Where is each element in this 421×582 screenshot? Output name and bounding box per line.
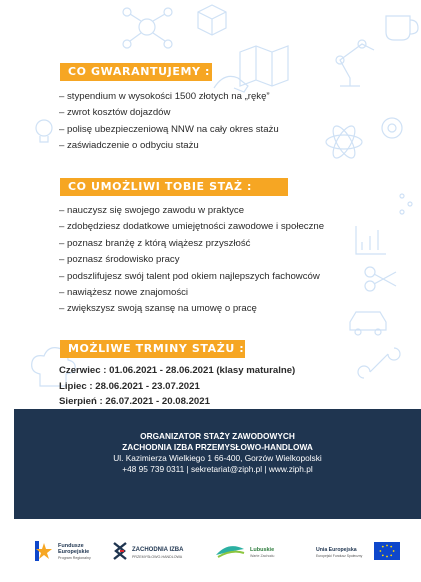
logo-fundusze-europejskie xyxy=(34,539,104,561)
section-title-guarantee: CO GWARANTUJEMY : xyxy=(60,63,212,81)
logo-unia-europejska xyxy=(314,539,402,561)
dots-decoration xyxy=(400,194,412,214)
ziph-line1: ZACHODNIA IZBA xyxy=(132,547,184,553)
guarantee-list xyxy=(59,89,279,155)
bulb-icon xyxy=(36,120,52,142)
term-june: Czerwiec : 01.06.2021 - 28.06.2021 (klasy maturalne) xyxy=(59,365,296,376)
list-item: – poznasz branżę z którą wiążesz przyszłość xyxy=(59,237,251,249)
ziph-mark-icon xyxy=(112,539,198,563)
term-august: Sierpień : 26.07.2021 - 20.08.2021 xyxy=(59,396,210,407)
list-item: – nawiążesz nowe znajomości xyxy=(59,287,189,299)
atom-icon xyxy=(326,123,362,161)
list-item: – stypendium w wysokości 1500 złotych na „rękę” xyxy=(59,91,270,102)
lubuskie-wave-icon xyxy=(214,539,294,563)
lubuskie-line1: Lubuskie xyxy=(250,547,275,553)
wrench-icon xyxy=(358,348,400,378)
robot-arm-icon xyxy=(336,40,374,86)
term-july: Lipiec : 28.06.2021 - 23.07.2021 xyxy=(59,380,200,392)
fe-line3: Program Regionalny xyxy=(58,556,91,560)
eu-flag-icon xyxy=(314,539,402,563)
organizer-title: ORGANIZATOR STAŻY ZAWODOWYCH xyxy=(140,431,295,441)
lubuskie-line2: Warte Zachodu xyxy=(250,554,275,558)
list-item: – poznasz środowisko pracy xyxy=(59,254,180,266)
section-title-benefits: CO UMOŻLIWI TOBIE STAŻ : xyxy=(60,178,288,196)
flyer-page xyxy=(14,0,421,582)
chart-icon xyxy=(356,226,386,254)
organizer-address: Ul. Kazimierza Wielkiego 1 66-400, Gorzów Wielkopolski xyxy=(113,453,322,463)
fe-star-icon xyxy=(34,539,104,563)
organizer-footer xyxy=(14,409,421,519)
logo-lubuskie xyxy=(214,539,294,561)
map-icon xyxy=(240,46,288,86)
scissors-icon xyxy=(365,267,396,291)
logo-ziph xyxy=(112,539,198,561)
ziph-line2: PRZEMYSŁOWO-HANDLOWA xyxy=(132,555,183,559)
cup-icon xyxy=(386,16,418,40)
gear-icon xyxy=(382,118,402,138)
logos-bar xyxy=(14,520,421,582)
fe-line1: Fundusze xyxy=(58,543,84,549)
cube-icon xyxy=(198,5,226,35)
fe-line2: Europejskie xyxy=(58,549,90,555)
list-item: – zdobędziesz dodatkowe umiejętności zawodowe i społeczne xyxy=(59,221,325,233)
list-item: – zaświadczenie o odbyciu stażu xyxy=(59,140,199,152)
ue-line1: Unia Europejska xyxy=(316,547,357,553)
network-icon xyxy=(123,8,172,48)
ue-line2: Europejski Fundusz Społeczny xyxy=(316,554,363,558)
list-item: – zwrot kosztów dojazdów xyxy=(59,107,171,119)
organizer-contact: +48 95 739 0311 | sekretariat@ziph.pl | www.ziph.pl xyxy=(122,464,313,474)
terms-list xyxy=(59,363,295,410)
section-title-terms: MOŻLIWE TRMINY STAŻU : xyxy=(60,340,245,358)
benefits-list xyxy=(59,203,324,318)
list-item: – polisę ubezpieczeniową NNW na cały okres stażu xyxy=(59,123,279,135)
list-item: – zwiększysz swoją szansę na umowę o pracę xyxy=(59,303,257,315)
organizer-name: ZACHODNIA IZBA PRZEMYSŁOWO-HANDLOWA xyxy=(122,442,313,452)
car-icon xyxy=(350,312,386,335)
list-item: – nauczysz się swojego zawodu w praktyce xyxy=(59,205,245,216)
list-item: – podszlifujesz swój talent pod okiem najlepszych fachowców xyxy=(59,270,320,282)
